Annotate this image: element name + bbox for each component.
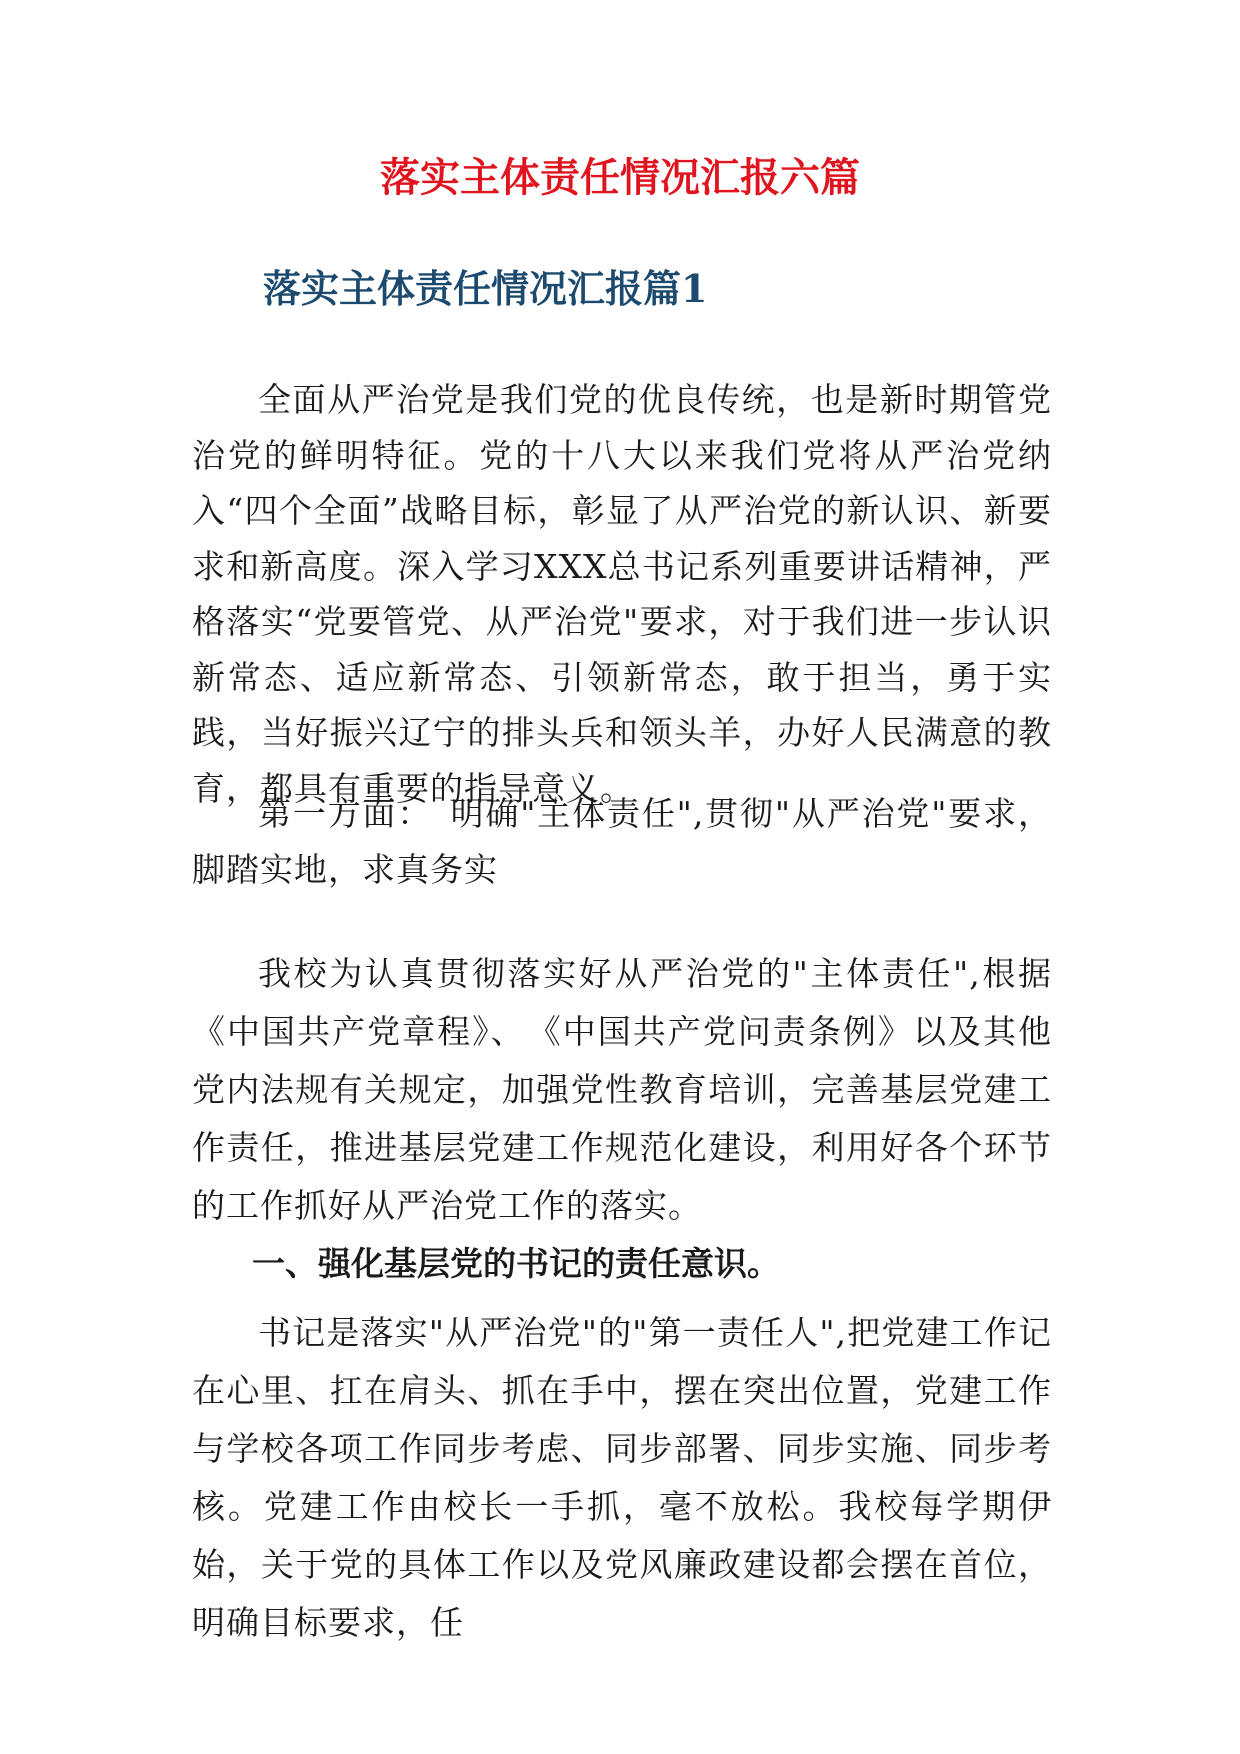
paragraph-3: 我校为认真贯彻落实好从严治党的"主体责任",根据《中国共产党章程》、 《中国共产党问责条例》以及其他党内法规有关规定，加强党性教育培训，完善基层党建工作责任，推进基层党建工作规范化建设，利用好各个环节的工作抓好从严治党工作的落实。 <box>192 954 1052 1225</box>
paragraph-2: 第一方面： 明确"主体责任",贯彻"从严治党"要求，脚踏实地，求真务实 <box>192 794 1052 889</box>
paragraph-4-block <box>192 1304 1052 1652</box>
paragraph-1-block <box>192 372 1052 816</box>
paragraph-3-block <box>192 945 1052 1235</box>
sub-heading: 一、强化基层党的书记的责任意识。 <box>252 1244 780 1283</box>
document-title: 落实主体责任情况汇报六篇 <box>380 154 860 201</box>
paragraph-4: 书记是落实"从严治党"的"第一责任人",把党建工作记在心里、扛在肩头、抓在手中，摆在突出位置，党建工作与学校各项工作同步考虑、同步部署、同步实施、同步考核。党建工作由校长一手抓，毫不放松。我校每学期伊始，关于党的具体工作以及党风廉政建设都会摆在首位，明确目标要求，任 <box>192 1313 1052 1642</box>
paragraph-2-block <box>192 786 1052 898</box>
paragraph-1: 全面从严治党是我们党的优良传统，也是新时期管党治党的鲜明特征。党的十八大以来我们党将从严治党纳入“四个全面”战略目标，彰显了从严治党的新认识、新要求和新高度。深入学习XXX总书记系列重要讲话精神，严格落实“党要管党、从严治党"要求，对于我们进一步认识新常态、适应新常态、引领新常态，敢于担当，勇于实践，当好振兴辽宁的排头兵和领头羊，办好人民满意的教育，都具有重要的指导意义。 <box>192 380 1052 808</box>
section-heading: 落实主体责任情况汇报篇1 <box>263 266 708 311</box>
